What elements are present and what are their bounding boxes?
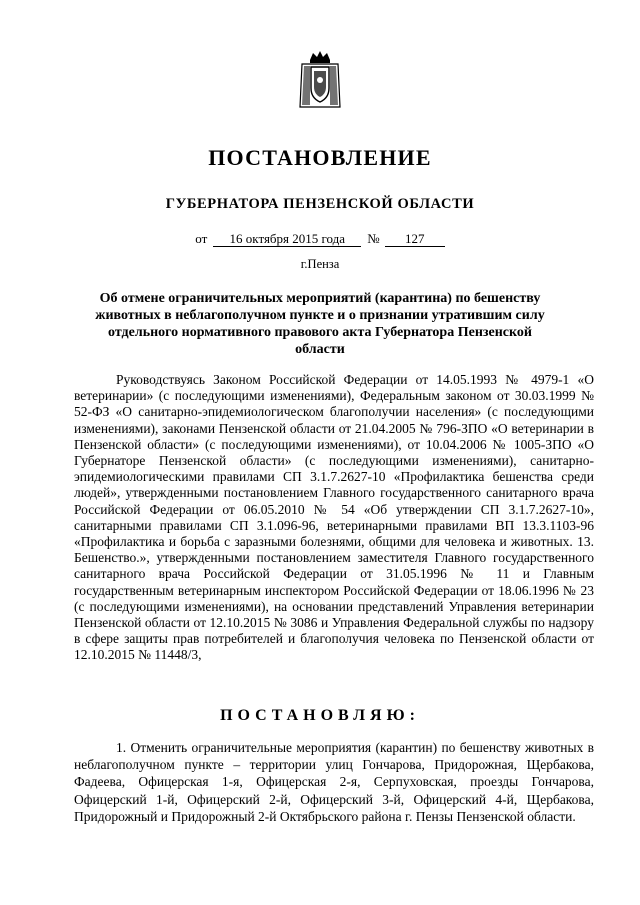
from-label: от (195, 231, 208, 246)
document-number: 127 (385, 232, 445, 247)
issuer-heading: ГУБЕРНАТОРА ПЕНЗЕНСКОЙ ОБЛАСТИ (165, 196, 475, 212)
date-number-line (0, 231, 640, 247)
coat-of-arms-emblem (297, 50, 343, 110)
preamble-paragraph: Руководствуясь Законом Российской Федерации от 14.05.1993 № 4979-1 «О ветеринарии» (с последующими изменениями), Федеральным законом от 30.03.1999 № 52-ФЗ «О санитарно-эпидемиологическом благополучии населения» (с последующими изменениями), законами Пензенской области от 21.04.2005 № 796-ЗПО «О ветеринарии в Пензенской области» (с последующими изменениями), от 10.04.2006 № 1005-ЗПО «О Губернаторе Пензенской области» (с последующими изменениями), санитарно-эпидемиологическими правилами СП 3.1.7.2627-10 «Профилактика бешенства среди людей», утвержденными постановлением Главного государственного санитарного врача Российской Федерации от 06.05.2010 № 54 «Об утверждении СП 3.1.7.2627-10», санитарными правилами СП 3.1.096-96, ветеринарными правилами ВП 13.3.1103-96 «Профилактика и борьба с заразными болезнями, общими для человека и животных. 13. Бешенство.», утвержденными постановлением заместителя Главного государственного санитарного врача Российской Федерации от 31.05.1996 № 11 и Главным государственным ветеринарным инспектором Российской Федерации от 18.06.1996 № 23 (с последующими изменениями), на основании представлений Управления ветеринарии Пензенской области от 12.10.2015 № 3086 и Управления Федеральной службы по надзору в сфере защиты прав потребителей и благополучия человека по Пензенской области от 12.10.2015 № 11448/3, (74, 372, 594, 663)
document-type-title: ПОСТАНОВЛЕНИЕ (208, 145, 432, 170)
decree-heading: ПОСТАНОВЛЯЮ: (220, 707, 420, 724)
document-date: 16 октября 2015 года (213, 232, 361, 247)
city-label: г.Пенза (300, 257, 340, 271)
number-label: № (367, 231, 380, 246)
document-subject: Об отмене ограничительных мероприятий (карантина) по бешенству животных в неблагополучном пункте и о признании утратившим силу отдельного нормативного правового акта Губернатора Пензенской области (95, 291, 545, 357)
decree-item-1: 1. Отменить ограничительные мероприятия (карантин) по бешенству животных в неблагополучном пункте – территории улиц Гончарова, Придорожная, Щербакова, Фадеева, Офицерская 1-я, Офицерская 2-я, Серпуховская, проезды Гончарова, Офицерский 1-й, Офицерский 2-й, Офицерский 3-й, Офицерский 4-й, Щербакова, Придорожный и Придорожный 2-й Октябрьского района г. Пензы Пензенской области. (74, 740, 594, 824)
